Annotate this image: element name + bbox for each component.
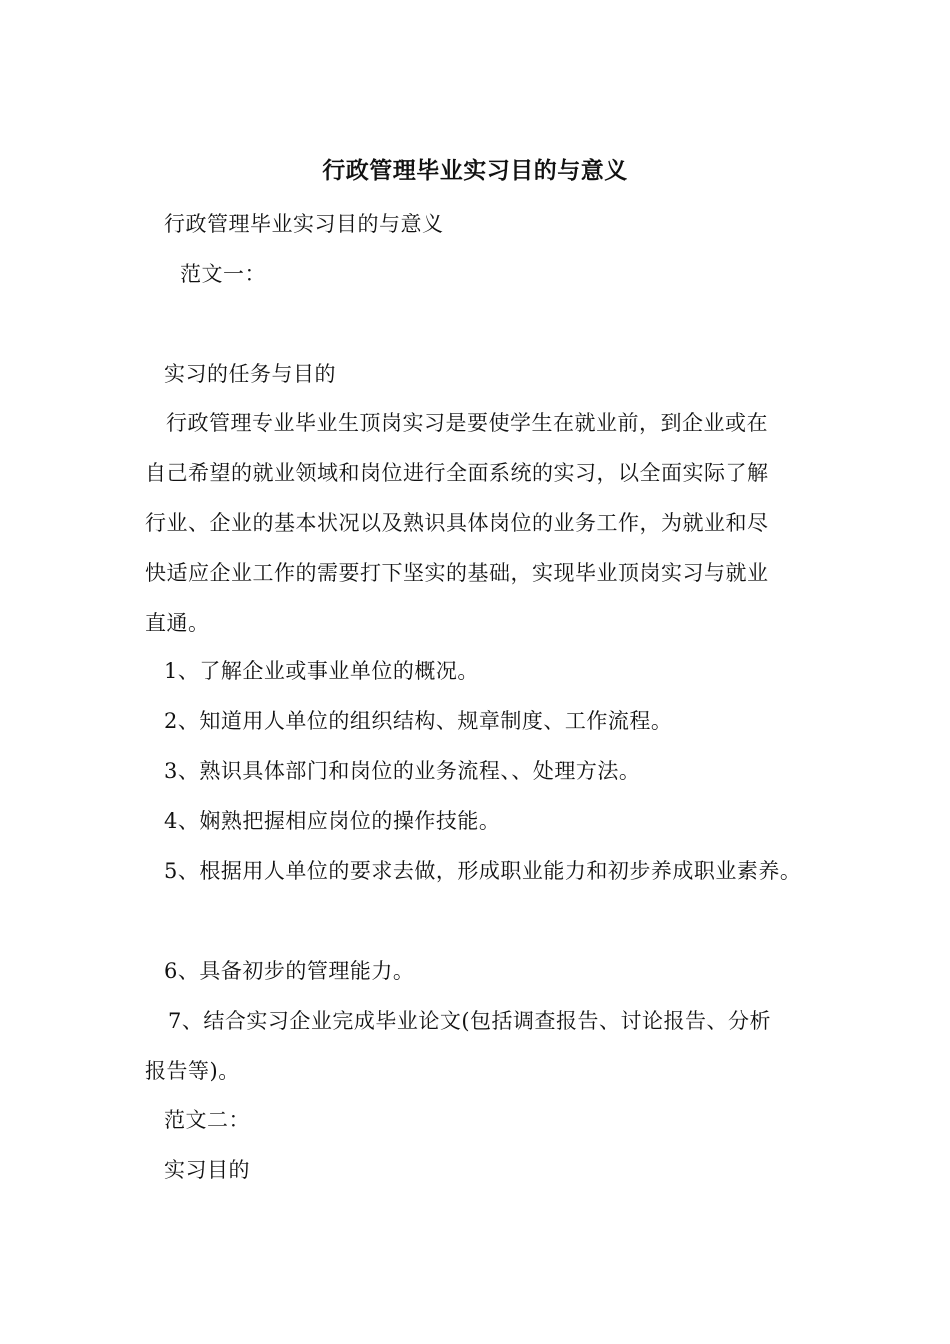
list-item: 1、了解企业或事业单位的概况。 <box>164 659 479 683</box>
list-item: 6、具备初步的管理能力。 <box>164 959 415 983</box>
document-title: 行政管理毕业实习目的与意义 <box>322 157 628 184</box>
paragraph-line: 行政管理专业毕业生顶岗实习是要使学生在就业前，到企业或在 <box>166 411 768 435</box>
paragraph-line: 行业、企业的基本状况以及熟识具体岗位的业务工作，为就业和尽 <box>145 511 769 535</box>
list-item: 2、知道用人单位的组织结构、规章制度、工作流程。 <box>164 709 673 733</box>
section-label-sample-1: 范文一： <box>180 262 266 286</box>
list-item: 3、熟识具体部门和岗位的业务流程、、处理方法。 <box>164 759 641 783</box>
section-label-sample-2: 范文二： <box>164 1108 250 1132</box>
section-heading-purpose: 实习目的 <box>164 1158 250 1182</box>
list-item: 7、结合实习企业完成毕业论文(包括调查报告、讨论报告、分析 <box>168 1009 772 1033</box>
list-item: 4、娴熟把握相应岗位的操作技能。 <box>164 809 501 833</box>
list-item-continuation: 报告等)。 <box>145 1059 240 1083</box>
paragraph-line: 直通。 <box>145 611 210 635</box>
section-heading-task-purpose: 实习的任务与目的 <box>164 362 336 386</box>
paragraph-line: 自己希望的就业领域和岗位进行全面系统的实习，以全面实际了解 <box>145 461 769 485</box>
paragraph-line: 快适应企业工作的需要打下坚实的基础，实现毕业顶岗实习与就业 <box>145 561 769 585</box>
subtitle-line: 行政管理毕业实习目的与意义 <box>164 212 444 236</box>
list-item: 5、根据用人单位的要求去做，形成职业能力和初步养成职业素养。 <box>164 859 802 883</box>
